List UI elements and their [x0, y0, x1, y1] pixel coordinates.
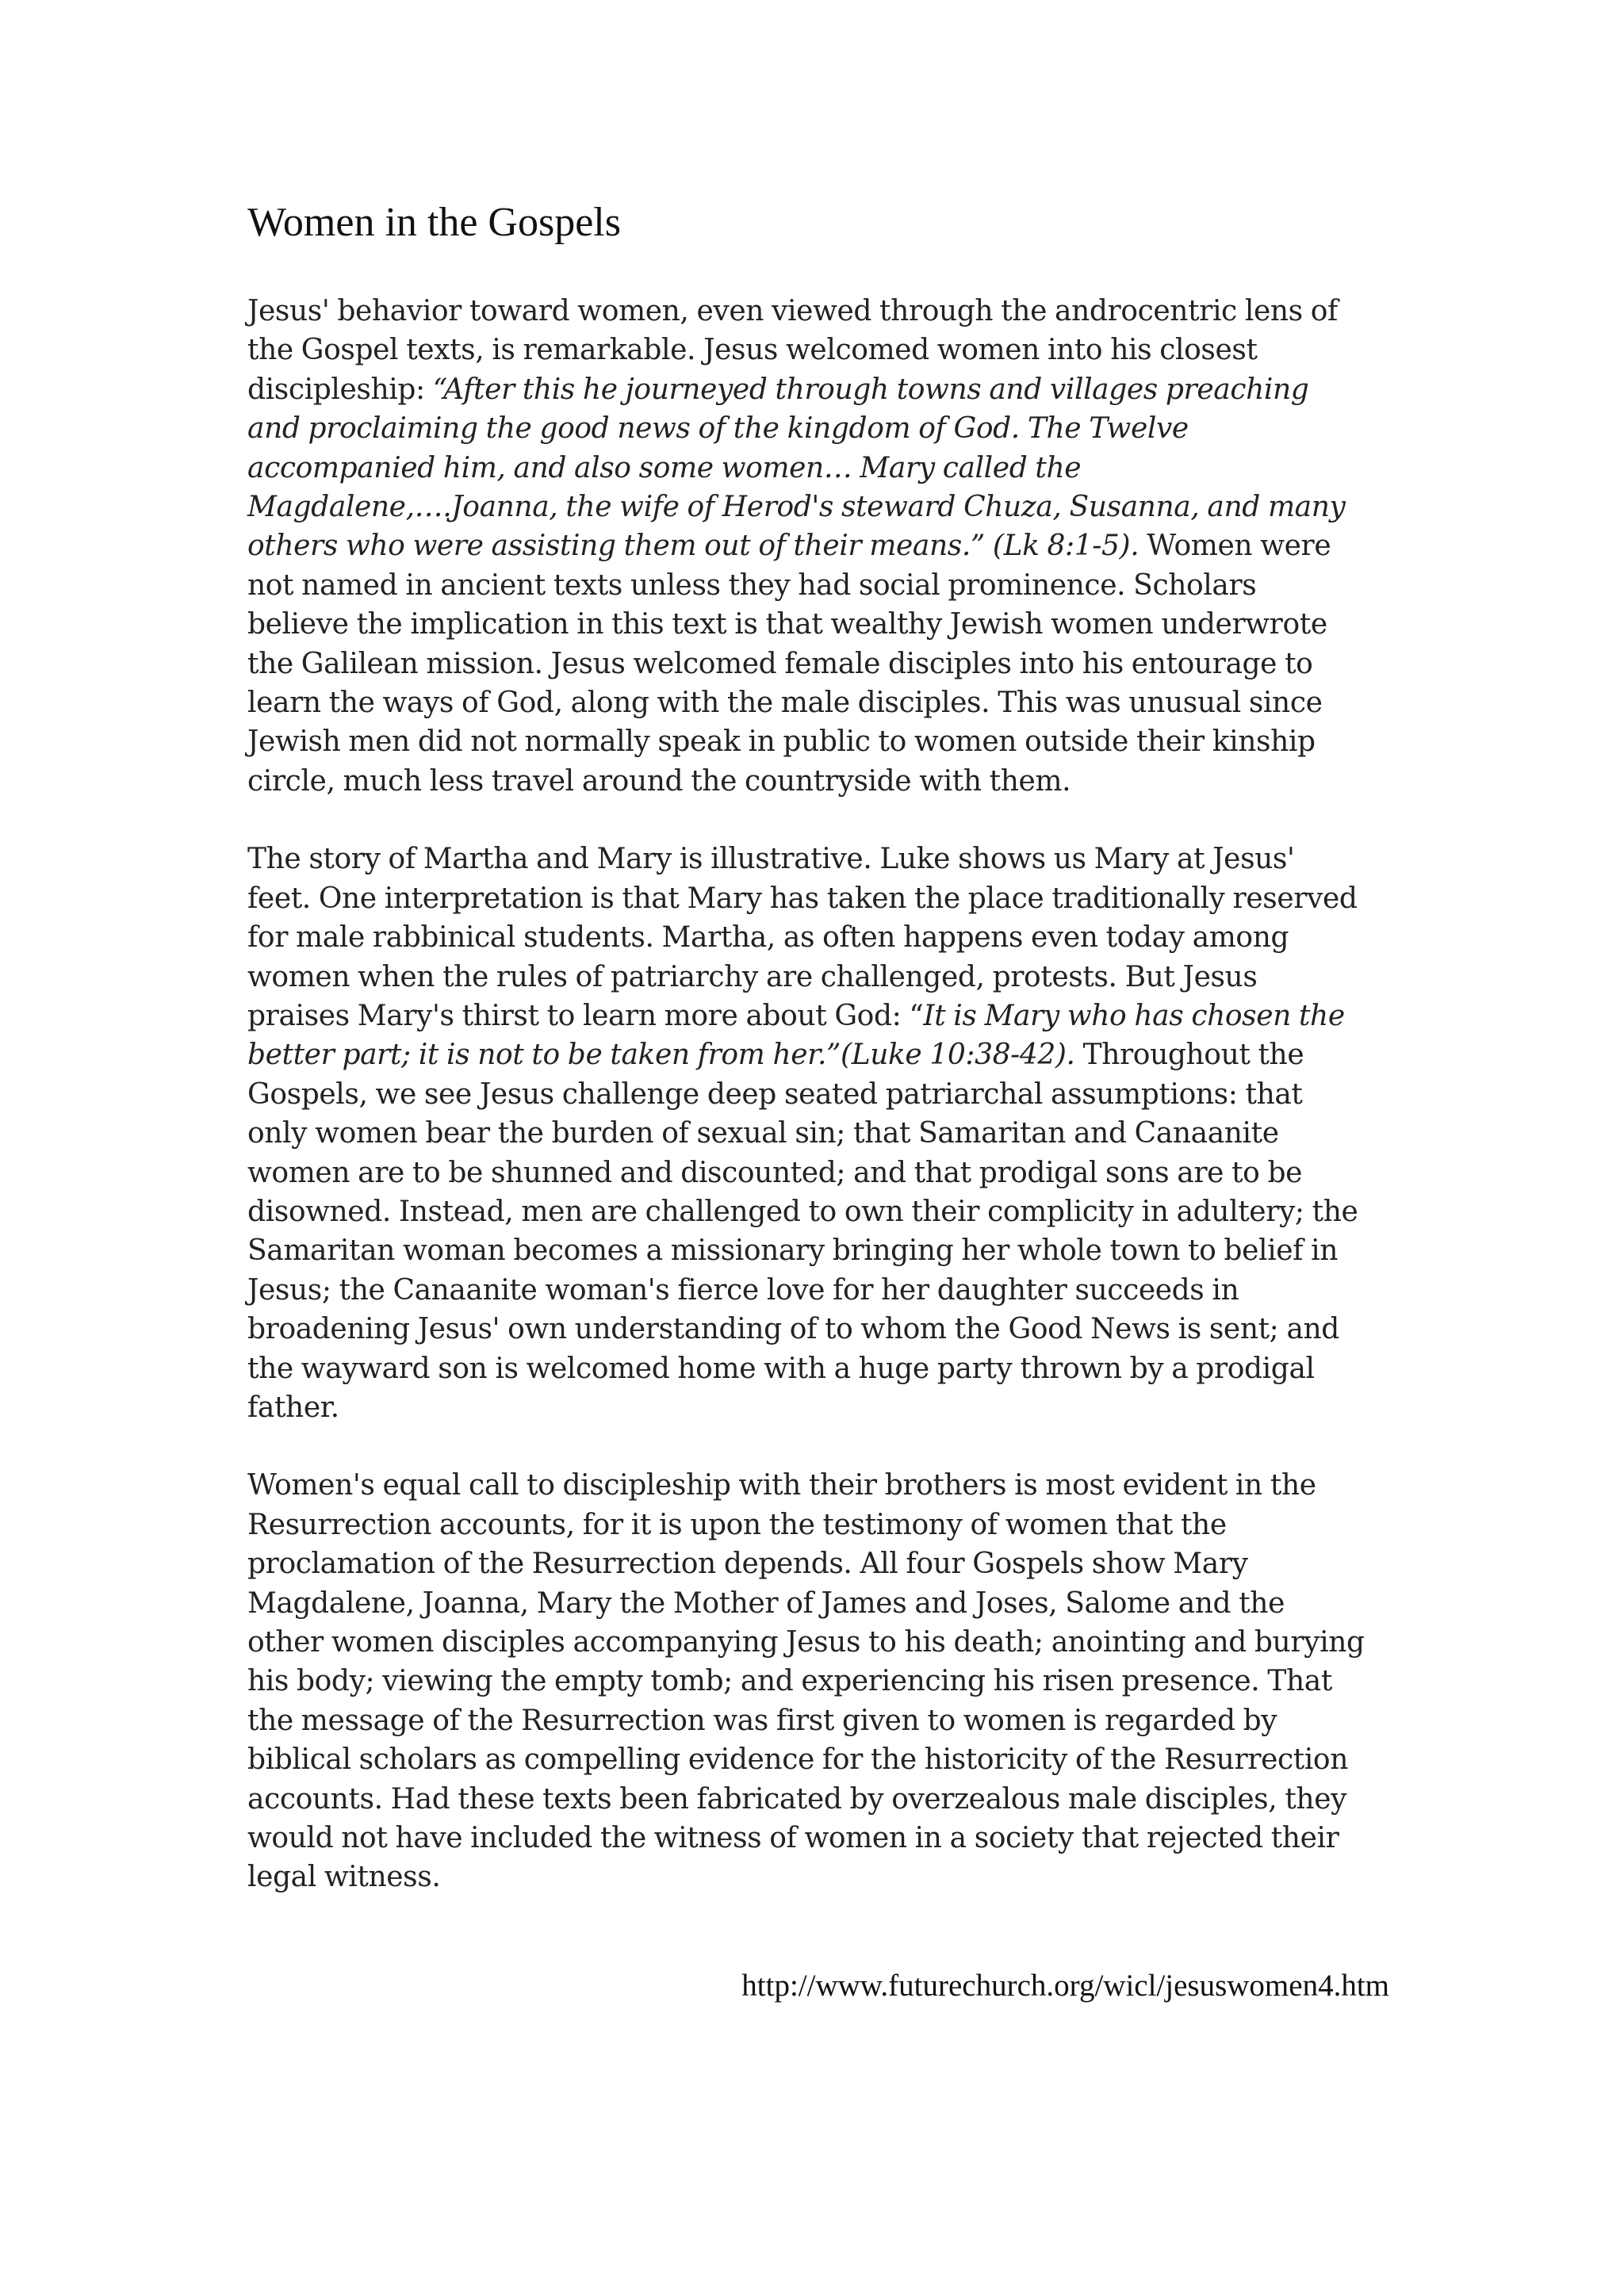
- scripture-citation: better part; it is not to be taken from her.”(Luke 10:38-42).: [247, 1039, 1075, 1072]
- page-title: Women in the Gospels: [247, 200, 621, 245]
- paragraph-line: the Galilean mission. Jesus welcomed female disciples into his entourage to: [247, 647, 1313, 680]
- paragraph-line: biblical scholars as compelling evidence for the historicity of the Resurrection: [247, 1743, 1348, 1777]
- paragraph-line: other women disciples accompanying Jesus to his death; anointing and burying: [247, 1626, 1365, 1659]
- paragraph-line: The story of Martha and Mary is illustrative. Luke shows us Mary at Jesus': [247, 843, 1295, 876]
- paragraph-line: women are to be shunned and discounted; and that prodigal sons are to be: [247, 1156, 1303, 1189]
- paragraph-line: women when the rules of patriarchy are challenged, protests. But Jesus: [247, 960, 1258, 993]
- line-text: discipleship:: [247, 373, 433, 406]
- scripture-quote-line: and proclaiming the good news of the kingdom of God. The Twelve: [247, 412, 1189, 446]
- paragraph-line: father.: [247, 1391, 339, 1424]
- paragraph-line: Resurrection accounts, for it is upon the testimony of women that the: [247, 1508, 1227, 1541]
- paragraph-line: proclamation of the Resurrection depends. All four Gospels show Mary: [247, 1548, 1248, 1581]
- paragraph-line: believe the implication in this text is that wealthy Jewish women underwrote: [247, 608, 1327, 641]
- paragraph-line: Samaritan woman becomes a missionary bringing her whole town to belief in: [247, 1234, 1338, 1268]
- paragraph-line: for male rabbinical students. Martha, as often happens even today among: [247, 921, 1289, 955]
- paragraph-line: Jewish men did not normally speak in public to women outside their kinship: [247, 725, 1316, 759]
- paragraph-line: [247, 370, 1389, 409]
- paragraph-line: accounts. Had these texts been fabricated by overzealous male disciples, they: [247, 1782, 1347, 1816]
- source-url: http://www.futurechurch.org/wicl/jesuswomen4.htm: [741, 1969, 1389, 2003]
- paragraph-line: Magdalene, Joanna, Mary the Mother of James and Joses, Salome and the: [247, 1586, 1285, 1620]
- scripture-citation: others who were assisting them out of their means.” (Lk 8:1-5).: [247, 530, 1139, 563]
- paragraph-line: Jesus' behavior toward women, even viewed through the androcentric lens of: [247, 295, 1338, 327]
- paragraph-line: Jesus; the Canaanite woman's fierce love for her daughter succeeds in: [247, 1273, 1239, 1307]
- paragraph-line: not named in ancient texts unless they had social prominence. Scholars: [247, 568, 1257, 602]
- paragraph-line: Women's equal call to discipleship with their brothers is most evident in the: [247, 1469, 1316, 1502]
- paragraph-line: broadening Jesus' own understanding of to whom the Good News is sent; and: [247, 1313, 1339, 1346]
- paragraph-line: circle, much less travel around the countryside with them.: [247, 764, 1071, 798]
- line-text: praises Mary's thirst to learn more about God: “: [247, 999, 924, 1032]
- line-text: Women were: [1139, 530, 1331, 563]
- paragraph-2: [247, 840, 1389, 1427]
- scripture-quote-line: Magdalene,….Joanna, the wife of Herod's steward Chuza, Susanna, and many: [247, 491, 1346, 524]
- paragraph-1: [247, 292, 1389, 801]
- paragraph-line: only women bear the burden of sexual sin; that Samaritan and Canaanite: [247, 1117, 1279, 1150]
- paragraph-line: learn the ways of God, along with the male disciples. This was unusual since: [247, 687, 1323, 720]
- paragraph-line: the message of the Resurrection was first given to women is regarded by: [247, 1704, 1277, 1737]
- paragraph-line: the wayward son is welcomed home with a huge party thrown by a prodigal: [247, 1352, 1315, 1385]
- paragraph-line: [247, 1035, 1389, 1074]
- paragraph-line: Gospels, we see Jesus challenge deep seated patriarchal assumptions: that: [247, 1077, 1303, 1111]
- document-page: [247, 198, 1389, 1936]
- paragraph-line: legal witness.: [247, 1861, 441, 1894]
- scripture-quote: “After this he journeyed through towns and villages preaching: [432, 373, 1309, 406]
- paragraph-line: the Gospel texts, is remarkable. Jesus welcomed women into his closest: [247, 334, 1258, 367]
- paragraph-line: [247, 997, 1389, 1035]
- paragraph-line: disowned. Instead, men are challenged to own their complicity in adultery; the: [247, 1195, 1358, 1228]
- paragraph-line: his body; viewing the empty tomb; and experiencing his risen presence. That: [247, 1665, 1332, 1698]
- paragraph-line: feet. One interpretation is that Mary has taken the place traditionally reserved: [247, 882, 1358, 915]
- paragraph-3: [247, 1466, 1389, 1896]
- scripture-quote-line: accompanied him, and also some women… Mary called the: [247, 451, 1082, 484]
- line-text: Throughout the: [1074, 1039, 1304, 1072]
- paragraph-line: would not have included the witness of women in a society that rejected their: [247, 1822, 1339, 1855]
- scripture-quote: It is Mary who has chosen the: [923, 999, 1345, 1032]
- paragraph-line: [247, 526, 1389, 565]
